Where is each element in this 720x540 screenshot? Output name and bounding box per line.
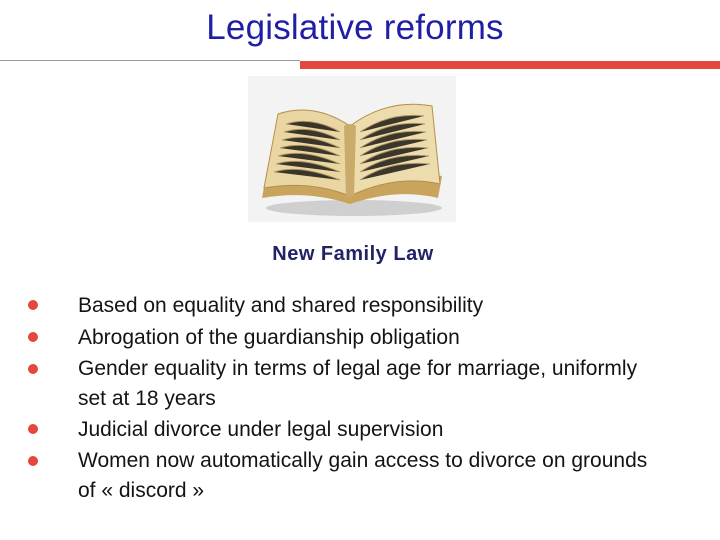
bullet-item [28, 290, 708, 322]
title-rule-gray [0, 60, 300, 61]
title-rule-accent [300, 61, 720, 69]
bullet-text: Based on equality and shared responsibility [78, 294, 484, 317]
bullet-text: Gender equality in terms of legal age for marriage, uniformly set at 18 years [78, 357, 638, 410]
bullet-dot-icon [28, 364, 38, 374]
bullet-item [28, 322, 708, 354]
bullet-dot-icon [28, 332, 38, 342]
bullet-list [28, 290, 708, 506]
bullet-item [28, 446, 708, 506]
bullet-item [28, 354, 708, 414]
open-book-illustration [248, 76, 456, 222]
bullet-item [28, 414, 708, 446]
bullet-dot-icon [28, 424, 38, 434]
open-book-icon [248, 76, 456, 222]
image-caption: New Family Law [272, 243, 434, 265]
bullet-text: Abrogation of the guardianship obligation [78, 326, 460, 349]
bullet-dot-icon [28, 300, 38, 310]
bullet-text: Women now automatically gain access to divorce on grounds of « discord » [78, 449, 648, 502]
bullet-dot-icon [28, 456, 38, 466]
bullet-text: Judicial divorce under legal supervision [78, 418, 444, 441]
book-spine [344, 124, 356, 197]
slide-title: Legislative reforms [206, 8, 504, 47]
